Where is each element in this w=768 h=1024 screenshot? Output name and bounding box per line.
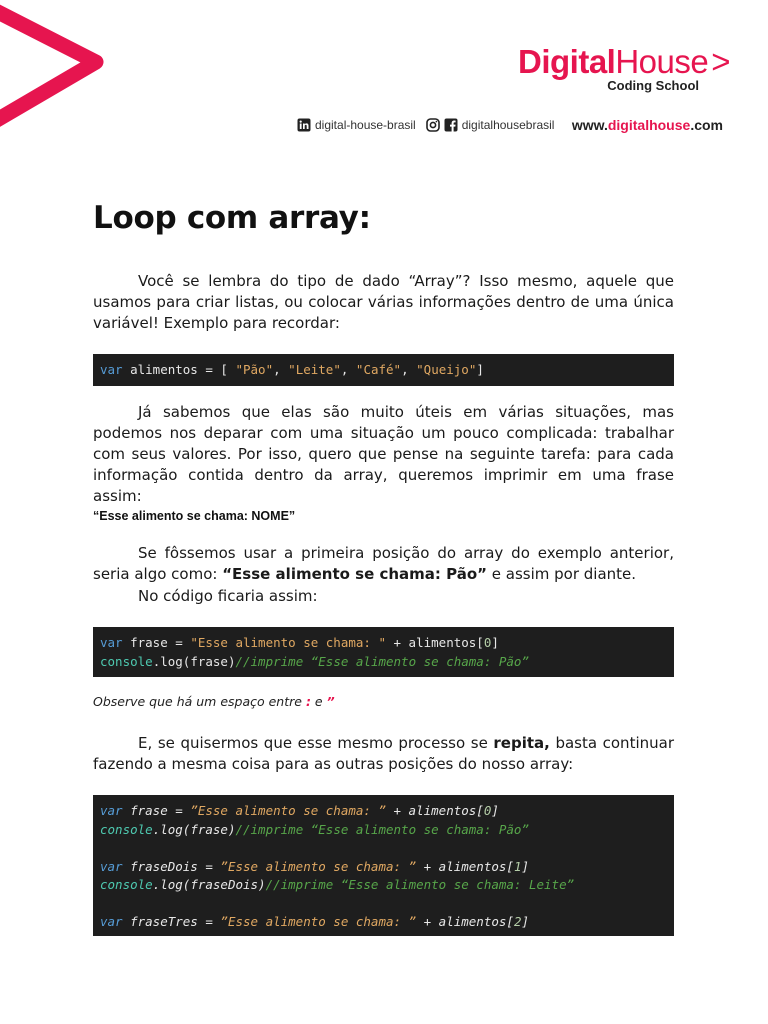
social-bar xyxy=(297,115,723,135)
brand-logo xyxy=(518,43,731,93)
brand-digital: Digital xyxy=(518,43,616,80)
brand-house: House xyxy=(615,43,709,80)
code-block-single: var frase = "Esse alimento se chama: " + alimentos[0] console.log(frase)//imprime “Esse alimento se chama: Pão” xyxy=(93,627,674,677)
brand-name xyxy=(518,43,731,80)
code-block-repeat: var frase = ”Esse alimento se chama: ” + alimentos[0] console.log(frase)//imprime “Esse alimento se chama: Pão” var fraseDois = ”Esse alimento se chama: ” + alimentos[1] console.log(fraseDois)//imprime “Esse alimento se chama: Leite” var fraseTres = ”Esse alimento se chama: ” + alimentos[2] xyxy=(93,795,674,936)
corner-chevron-icon xyxy=(0,0,110,140)
brand-subtitle: Coding School xyxy=(607,78,699,93)
instagram-facebook-link[interactable]: digitalhousebrasil xyxy=(461,118,555,132)
site-prefix: www. xyxy=(571,117,608,133)
example-sentence: “Esse alimento se chama: NOME” xyxy=(93,509,296,523)
code-block-array: var alimentos = [ "Pão", "Leite", "Café", "Queijo"] xyxy=(93,354,674,386)
space-note: Observe que há um espaço entre : e ” xyxy=(93,694,335,709)
website-link[interactable] xyxy=(572,117,723,133)
facebook-icon[interactable] xyxy=(444,118,458,132)
site-suffix: .com xyxy=(690,117,723,133)
page-title: Loop com array: xyxy=(93,200,371,236)
first-position-paragraph: Se fôssemos usar a primeira posição do array do exemplo anterior, seria algo como: “Esse alimento se chama: Pão” e assim por diante. xyxy=(93,544,674,583)
intro-paragraph: Você se lembra do tipo de dado “Array”? Isso mesmo, aquele que usamos para criar listas, ou colocar várias informações dentro de uma única variável! Exemplo para recordar: xyxy=(93,272,674,332)
linkedin-icon[interactable] xyxy=(297,118,311,132)
code-intro-paragraph: No código ficaria assim: xyxy=(138,587,318,605)
task-paragraph: Já sabemos que elas são muito úteis em várias situações, mas podemos nos deparar com uma situação um pouco complicada: trabalhar com seus valores. Por isso, quero que pense na seguinte tarefa: para cada informação contida dentro da array, queremos imprimir em uma frase assim: xyxy=(93,403,674,505)
instagram-icon[interactable] xyxy=(426,118,440,132)
site-brand: digitalhouse xyxy=(607,117,691,133)
linkedin-link[interactable]: digital-house-brasil xyxy=(315,118,416,132)
brand-arrow: > xyxy=(711,43,731,80)
repeat-paragraph: E, se quisermos que esse mesmo processo se repita, basta continuar fazendo a mesma coisa para as outras posições do nosso array: xyxy=(93,734,674,773)
